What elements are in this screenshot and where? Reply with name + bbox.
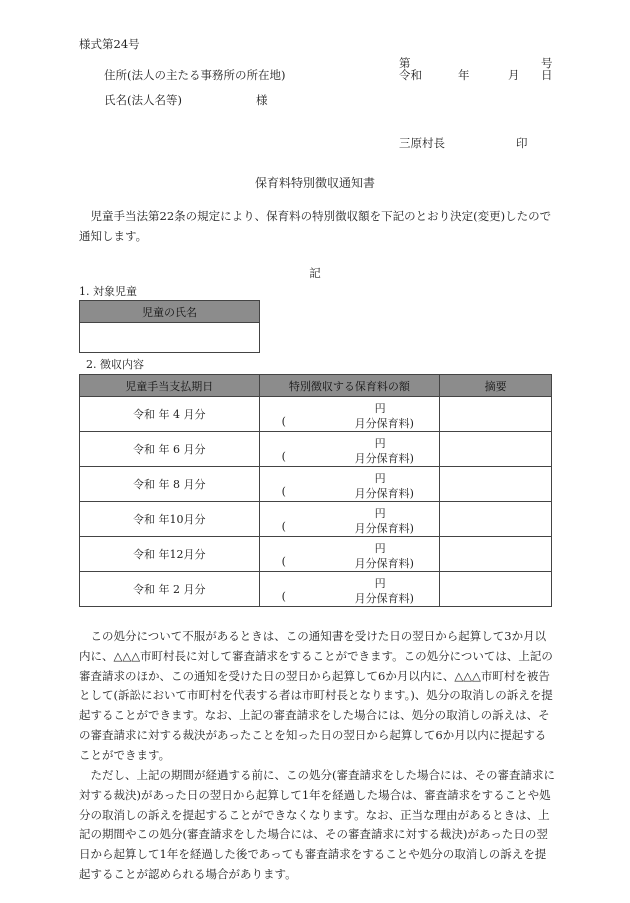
name-label: 氏名(法人名等) [104,93,182,107]
yen-unit: 円 [374,507,386,520]
period-cell: 令和 年12月分 [80,537,260,572]
month-note: 月分保育料) [354,592,414,605]
amount-cell [259,537,440,572]
open-paren: ( [281,450,286,463]
remarks-cell [440,467,552,502]
amount-cell [259,467,440,502]
section2-heading: 2. 徴収内容 [86,358,144,371]
section1-heading: 1. 対象児童 [79,285,137,298]
month-note: 月分保育料) [354,522,414,535]
period-cell: 令和 年10月分 [80,502,260,537]
yen-unit: 円 [374,402,386,415]
month-note: 月分保育料) [354,452,414,465]
appeal-notice-paragraph-1: この処分について不服があるときは、この通知書を受けた日の翌日から起算して3か月以内に、△△△市町村長に対して審査請求をすることができます。この処分については、上記の審査請求のほか、この通知を受けた日の翌日から起算して6か月以内に、△△△市町村を被告として(訴訟において市町村を代表する者は市町村長となります。)、処分の取消しの訴えを提起することができます。なお、上記の審査請求をした場合には、処分の取消しの訴えは、その審査請求に対する裁決があったことを知った日の翌日から起算して6か月以内に提起することができます。 [79,629,553,762]
remarks-cell [440,432,552,467]
doc-number-prefix: 第 [399,56,411,70]
amount-cell [259,397,440,432]
remarks-cell [440,537,552,572]
period-cell: 令和 年 2 月分 [80,572,260,607]
open-paren: ( [281,415,286,428]
yen-unit: 円 [374,437,386,450]
intro-paragraph: 児童手当法第22条の規定により、保育料の特別徴収額を下記のとおり決定(変更)したので通知します。 [79,209,552,243]
remarks-cell [440,397,552,432]
remarks-cell [440,572,552,607]
date-month: 月 [508,68,520,82]
month-note: 月分保育料) [354,487,414,500]
yen-unit: 円 [374,472,386,485]
table-row [80,572,552,607]
yen-unit: 円 [374,577,386,590]
child-name-cell [80,323,260,353]
doc-number-suffix: 号 [541,56,553,70]
collection-table [79,374,552,607]
date-era: 令和 [399,68,422,82]
period-cell: 令和 年 4 月分 [80,397,260,432]
open-paren: ( [281,590,286,603]
period-cell: 令和 年 8 月分 [80,467,260,502]
ki-label: 記 [309,266,321,280]
amount-cell [259,502,440,537]
col-header-remarks: 摘要 [440,375,552,397]
open-paren: ( [281,485,286,498]
col-header-amount: 特別徴収する保育料の額 [259,375,440,397]
date-day: 日 [541,68,553,82]
period-cell: 令和 年 6 月分 [80,432,260,467]
table-row [80,502,552,537]
month-note: 月分保育料) [354,557,414,570]
issuer-title: 三原村長 [399,136,445,150]
target-child-table [79,300,260,353]
table-row [80,537,552,572]
col-header-payment-date: 児童手当支払期日 [80,375,260,397]
amount-cell [259,432,440,467]
yen-unit: 円 [374,542,386,555]
open-paren: ( [281,520,286,533]
issuer-seal: 印 [516,136,528,150]
address-label: 住所(法人の主たる事務所の所在地) [104,68,286,82]
month-note: 月分保育料) [354,417,414,430]
table-row [80,432,552,467]
child-name-header: 児童の氏名 [80,301,260,323]
form-number: 様式第24号 [79,37,140,51]
remarks-cell [440,502,552,537]
appeal-notice-paragraph-2: ただし、上記の期間が経過する前に、この処分(審査請求をした場合には、その審査請求に対する裁決)があった日の翌日から起算して1年を経過した場合は、審査請求をすることや処分の取消しの訴えを提起することができなくなります。なお、正当な理由があるときは、上記の期間やこの処分(審査請求をした場合には、その審査請求に対する裁決)があった日の翌日から起算して1年を経過した後であっても審査請求をすることや処分の取消しの訴えを提起することが認められる場合があります。 [79,768,555,881]
table-header-row [80,375,552,397]
amount-cell [259,572,440,607]
table-row [80,467,552,502]
document-title: 保育料特別徴収通知書 [254,176,375,190]
open-paren: ( [281,555,286,568]
name-honorific: 様 [256,93,268,107]
table-row [80,397,552,432]
date-year: 年 [458,68,470,82]
